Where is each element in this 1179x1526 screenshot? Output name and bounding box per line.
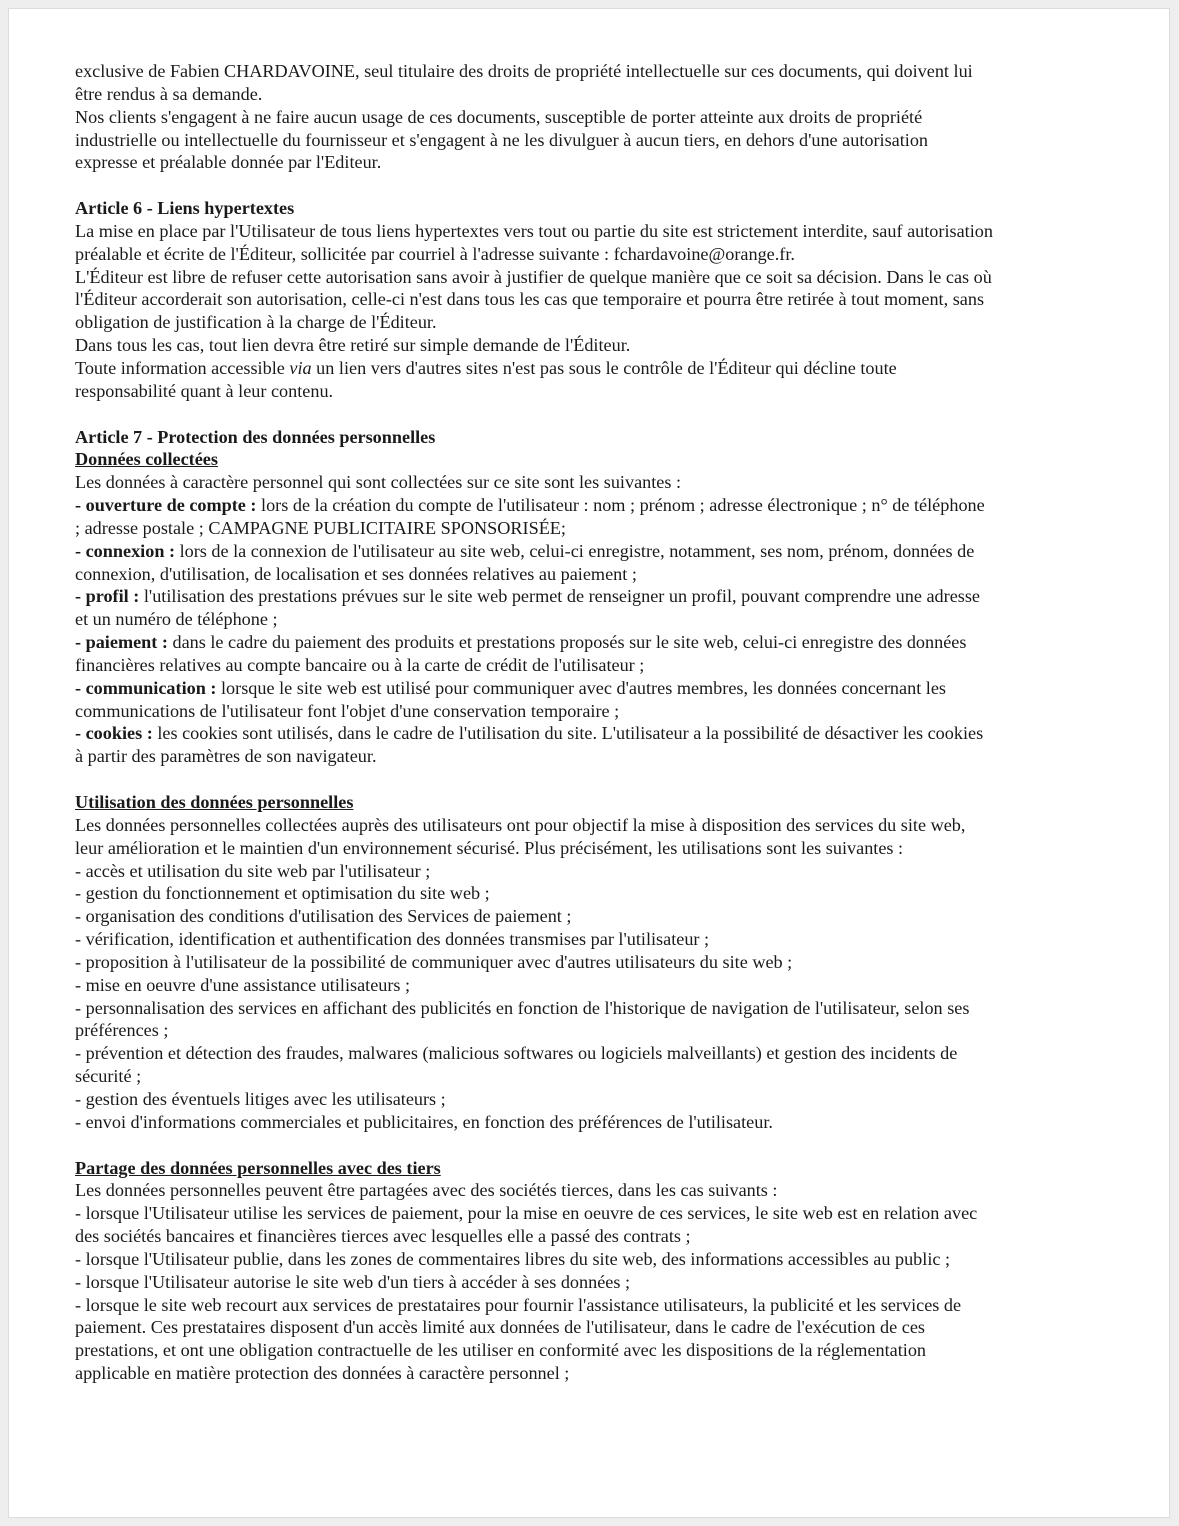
text: connexion, d'utilisation, de localisation et ses données relatives au paiement ;: [75, 563, 637, 584]
bold-text: - cookies :: [75, 723, 153, 744]
text-line: [75, 631, 1085, 654]
text: Dans tous les cas, tout lien devra être retiré sur simple demande de l'Éditeur.: [75, 335, 631, 356]
text: lors de la connexion de l'utilisateur au site web, celui-ci enregistre, notamment, ses nom, prénom, données de: [175, 540, 975, 561]
blank-line: [75, 1134, 1085, 1157]
text: - vérification, identification et authentification des données transmises par l'utilisateur ;: [75, 929, 710, 950]
article-heading: [75, 197, 1085, 220]
text-line: [75, 380, 1085, 403]
text: applicable en matière protection des données à caractère personnel ;: [75, 1363, 570, 1384]
text: lorsque le site web est utilisé pour communiquer avec d'autres membres, les données concernant les: [216, 677, 946, 698]
text: l'utilisation des prestations prévues sur le site web permet de renseigner un profil, pouvant comprendre une adresse: [139, 586, 980, 607]
text: à partir des paramètres de son navigateur.: [75, 746, 377, 767]
document-body: [75, 60, 1085, 1385]
text-line: [75, 1294, 1085, 1317]
text-line: [75, 106, 1085, 129]
text: obligation de justification à la charge de l'Éditeur.: [75, 312, 437, 333]
text: Nos clients s'engagent à ne faire aucun usage de ces documents, susceptible de porter atteinte aux droits de propriété: [75, 106, 923, 127]
text-line: [75, 1362, 1085, 1385]
text: leur amélioration et le maintien d'un environnement sécurisé. Plus précisément, les utilisations sont les suivantes :: [75, 837, 904, 858]
text-line: [75, 677, 1085, 700]
text: financières relatives au compte bancaire ou à la carte de crédit de l'utilisateur ;: [75, 654, 645, 675]
text-line: [75, 1225, 1085, 1248]
text: - proposition à l'utilisateur de la possibilité de communiquer avec d'autres utilisateurs du site web ;: [75, 951, 793, 972]
blank-line: [75, 768, 1085, 791]
section-subheading: [75, 448, 1085, 471]
text-line: [75, 1271, 1085, 1294]
text-line: [75, 129, 1085, 152]
text: - gestion du fonctionnement et optimisation du site web ;: [75, 883, 490, 904]
bold-text: - communication :: [75, 677, 217, 698]
underlined-heading-text: Partage des données personnelles avec des tiers: [75, 1157, 441, 1178]
text: - prévention et détection des fraudes, malwares (malicious softwares ou logiciels malveillants) et gestion des incidents de: [75, 1043, 958, 1064]
text: responsabilité quant à leur contenu.: [75, 380, 334, 401]
text-line: [75, 517, 1085, 540]
text-line: [75, 357, 1085, 380]
text: Les données personnelles peuvent être partagées avec des sociétés tierces, dans les cas suivants :: [75, 1180, 778, 1201]
text-line: [75, 243, 1085, 266]
text: les cookies sont utilisés, dans le cadre de l'utilisation du site. L'utilisateur a la possibilité de désactiver les cookies: [152, 723, 984, 744]
text-line: [75, 1179, 1085, 1202]
text-line: [75, 951, 1085, 974]
text-line: [75, 1065, 1085, 1088]
text-line: [75, 654, 1085, 677]
text: L'Éditeur est libre de refuser cette autorisation sans avoir à justifier de quelque manière que ce soit sa décision. Dans le cas où: [75, 266, 992, 287]
text: sécurité ;: [75, 1066, 142, 1087]
text-line: [75, 220, 1085, 243]
text: préférences ;: [75, 1020, 169, 1041]
text: exclusive de Fabien CHARDAVOINE, seul titulaire des droits de propriété intellectuelle sur ces documents, qui doivent lui: [75, 61, 973, 81]
text: être rendus à sa demande.: [75, 83, 263, 104]
text-line: [75, 928, 1085, 951]
text-line: [75, 608, 1085, 631]
text-line: [75, 1202, 1085, 1225]
text-line: [75, 311, 1085, 334]
text-line: [75, 745, 1085, 768]
text-line: [75, 83, 1085, 106]
text-line: [75, 266, 1085, 289]
text: préalable et écrite de l'Éditeur, sollicitée par courriel à l'adresse suivante : fchardavoine@orange.fr.: [75, 243, 795, 264]
text: - organisation des conditions d'utilisation des Services de paiement ;: [75, 906, 572, 927]
blank-line: [75, 403, 1085, 426]
bold-text: - profil :: [75, 586, 140, 607]
text-line: [75, 540, 1085, 563]
section-subheading: [75, 791, 1085, 814]
section-subheading: [75, 1157, 1085, 1180]
bold-text: - paiement :: [75, 632, 168, 653]
bold-text: - ouverture de compte :: [75, 495, 257, 516]
text-line: [75, 1339, 1085, 1362]
blank-line: [75, 174, 1085, 197]
text-line: [75, 722, 1085, 745]
text: - personnalisation des services en affichant des publicités en fonction de l'historique de navigation de l'utilisateur, selon ses: [75, 997, 970, 1018]
bold-text: Article 7 - Protection des données personnelles: [75, 426, 436, 447]
text: et un numéro de téléphone ;: [75, 609, 278, 630]
text-line: [75, 288, 1085, 311]
text: paiement. Ces prestataires disposent d'un accès limité aux données de l'utilisateur, dans le cadre de l'exécution de ces: [75, 1317, 925, 1338]
text-line: [75, 905, 1085, 928]
text: prestations, et ont une obligation contractuelle de les utiliser en conformité avec les dispositions de la réglementation: [75, 1340, 927, 1361]
text: ; adresse postale ; CAMPAGNE PUBLICITAIRE SPONSORISÉE;: [75, 517, 566, 538]
article-heading: [75, 426, 1085, 449]
text-line: [75, 1316, 1085, 1339]
text-line: [75, 837, 1085, 860]
text-line: [75, 60, 1085, 83]
text: - lorsque l'Utilisateur autorise le site web d'un tiers à accéder à ses données ;: [75, 1271, 631, 1292]
underlined-heading-text: Utilisation des données personnelles: [75, 792, 354, 812]
text: - envoi d'informations commerciales et publicitaires, en fonction des préférences de l'utilisateur.: [75, 1111, 773, 1132]
text: - lorsque le site web recourt aux services de prestataires pour fournir l'assistance utilisateurs, la publicité et les services de: [75, 1294, 962, 1315]
text: des sociétés bancaires et financières tierces avec lesquelles elle a passé des contrats ;: [75, 1226, 691, 1247]
text-line: [75, 700, 1085, 723]
document-page: [8, 8, 1170, 1518]
text-line: [75, 585, 1085, 608]
text: communications de l'utilisateur font l'objet d'une conservation temporaire ;: [75, 700, 620, 721]
text-line: [75, 563, 1085, 586]
text: expresse et préalable donnée par l'Editeur.: [75, 152, 382, 173]
text: - gestion des éventuels litiges avec les utilisateurs ;: [75, 1088, 446, 1109]
text-line: [75, 814, 1085, 837]
text-line: [75, 1042, 1085, 1065]
text: dans le cadre du paiement des produits et prestations proposés sur le site web, celui-ci enregistre des données: [167, 632, 967, 653]
underlined-heading-text: Données collectées: [75, 449, 218, 470]
text: un lien vers d'autres sites n'est pas sous le contrôle de l'Éditeur qui décline toute: [311, 357, 897, 378]
text-line: [75, 471, 1085, 494]
text: l'Éditeur accorderait son autorisation, celle-ci n'est dans tous les cas que temporaire et pourra être retirée à tout moment, sans: [75, 289, 985, 310]
text-line: [75, 997, 1085, 1020]
text: Les données à caractère personnel qui sont collectées sur ce site sont les suivantes :: [75, 472, 682, 493]
text-line: [75, 1088, 1085, 1111]
text-line: [75, 860, 1085, 883]
text: Les données personnelles collectées auprès des utilisateurs ont pour objectif la mise à disposition des services du site web,: [75, 814, 966, 835]
text-line: [75, 882, 1085, 905]
text-line: [75, 974, 1085, 997]
text-line: [75, 1111, 1085, 1134]
text: - lorsque l'Utilisateur publie, dans les zones de commentaires libres du site web, des informations accessibles au public ;: [75, 1248, 951, 1269]
text: - accès et utilisation du site web par l'utilisateur ;: [75, 860, 431, 881]
text: Toute information accessible: [75, 357, 290, 378]
text-line: [75, 1248, 1085, 1271]
text: - lorsque l'Utilisateur utilise les services de paiement, pour la mise en oeuvre de ces services, le site web est en relation avec: [75, 1203, 978, 1224]
text: lors de la création du compte de l'utilisateur : nom ; prénom ; adresse électronique ; n° de téléphone: [256, 495, 985, 516]
italic-text: via: [289, 357, 312, 378]
bold-text: Article 6 - Liens hypertextes: [75, 198, 295, 219]
text: La mise en place par l'Utilisateur de tous liens hypertextes vers tout ou partie du site est strictement interdite, sauf autorisation: [75, 220, 993, 241]
text-line: [75, 334, 1085, 357]
text: - mise en oeuvre d'une assistance utilisateurs ;: [75, 974, 411, 995]
text-line: [75, 1019, 1085, 1042]
text: industrielle ou intellectuelle du fournisseur et s'engagent à ne les divulguer à aucun tiers, en dehors d'une autorisation: [75, 129, 929, 150]
text-line: [75, 494, 1085, 517]
bold-text: - connexion :: [75, 540, 176, 561]
text-line: [75, 151, 1085, 174]
